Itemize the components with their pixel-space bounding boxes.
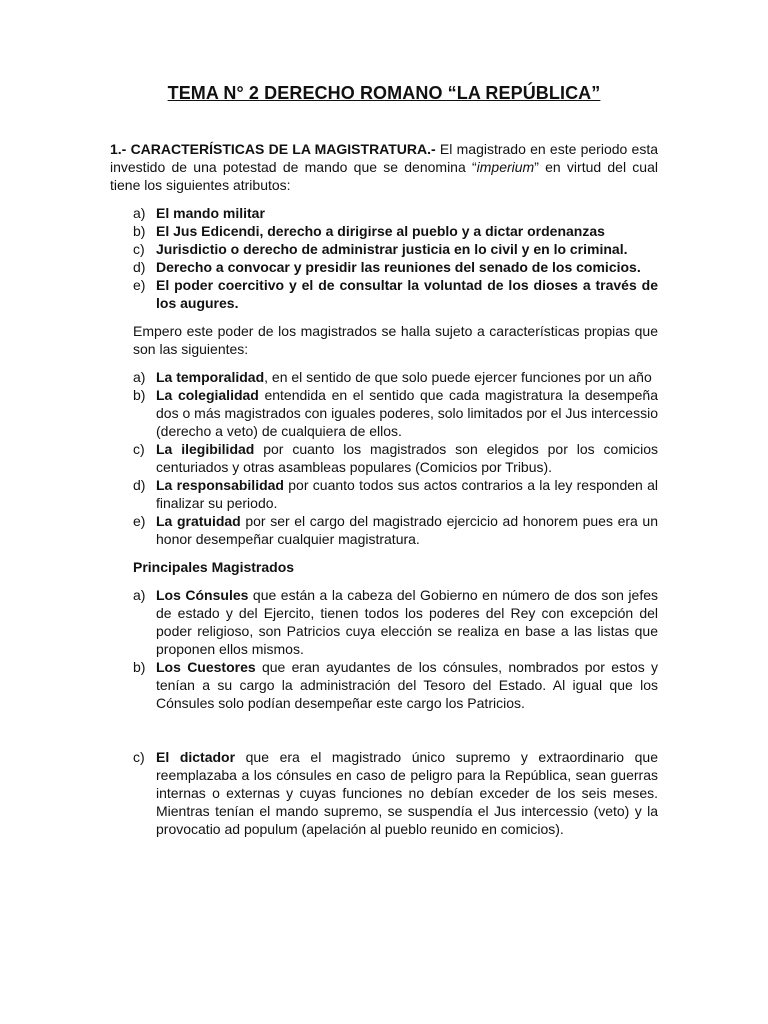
list-item — [110, 386, 658, 440]
list-item-term: La ilegibilidad — [156, 441, 255, 457]
list-item — [110, 240, 658, 258]
list-item-text: El Jus Edicendi, derecho a dirigirse al pueblo y a dictar ordenanzas — [156, 223, 605, 239]
list-item — [110, 276, 658, 312]
list-item-text: , en el sentido de que solo puede ejercer funciones por un año — [264, 369, 652, 385]
list-item — [110, 476, 658, 512]
caracteristicas-intro: Empero este poder de los magistrados se halla sujeto a características propias que son las siguientes: — [133, 323, 658, 357]
list-item-text: Derecho a convocar y presidir las reuniones del senado de los comicios. — [156, 259, 641, 275]
list-item — [110, 204, 658, 222]
atributos-list — [110, 204, 658, 312]
list-item — [110, 512, 658, 548]
list-item — [110, 368, 658, 386]
list-item-text: El mando militar — [156, 205, 265, 221]
list-item — [110, 658, 658, 712]
list-marker: c) — [133, 241, 145, 257]
list-item — [110, 586, 658, 658]
list-item — [110, 258, 658, 276]
list-marker: d) — [133, 259, 146, 275]
list-item-text: que era el magistrado único supremo y extraordinario que reemplazaba a los cónsules en caso de peligro para la República, sean guerras internas o externas y cuyas funciones no debían exceder de los seis meses. Mientras tenían el mando supremo, se suspendía el Jus intercessio (veto) y la provocatio ad populum (apelación al pueblo reunido en comicios). — [156, 749, 658, 837]
list-item-term: La responsabilidad — [156, 477, 284, 493]
list-item-text: que eran ayudantes de los cónsules, nombrados por estos y tenían a su cargo la administración del Tesoro del Estado. Al igual que los Cónsules solo podían desempeñar este cargo los Patricios. — [156, 659, 659, 711]
list-item-term: La colegialidad — [156, 387, 259, 403]
list-item-text: que están a la cabeza del Gobierno en número de dos son jefes de estado y del Ejercito, tienen todos los poderes del Rey con excepción del poder religioso, son Patricios cuya elección se realiza en base a las listas que proponen ellos mismos. — [156, 587, 659, 657]
intro-italic-term: imperium — [476, 159, 535, 175]
list-marker: d) — [133, 477, 146, 493]
list-item-text: Jurisdictio o derecho de administrar justicia en lo civil y en lo criminal. — [156, 241, 628, 257]
section-intro-paragraph — [110, 140, 658, 194]
spacer — [110, 722, 658, 748]
document-title: TEMA N° 2 DERECHO ROMANO “LA REPÚBLICA” — [167, 83, 601, 103]
list-item-text: El poder coercitivo y el de consultar la voluntad de los dioses a través de los augures. — [156, 277, 658, 311]
intro-text-a: El magistrado en este periodo esta investido de una potestad de mando que se denomina “ — [110, 141, 658, 175]
intro-text-b: ” en virtud del cual tiene los siguientes atributos: — [110, 159, 658, 193]
list-marker: b) — [133, 659, 146, 675]
principales-heading: Principales Magistrados — [133, 559, 295, 575]
list-marker: a) — [133, 587, 146, 603]
list-item-term: El dictador — [156, 749, 236, 765]
magistrados-list-continued — [110, 748, 658, 838]
list-marker: a) — [133, 369, 146, 385]
list-item — [110, 222, 658, 240]
list-item-text: por ser el cargo del magistrado ejercicio ad honorem pues era un honor desempeñar cualquier magistratura. — [156, 513, 658, 547]
list-marker: c) — [133, 441, 145, 457]
list-item — [110, 748, 658, 838]
list-marker: a) — [133, 205, 146, 221]
caracteristicas-list — [110, 368, 658, 548]
list-marker: b) — [133, 387, 146, 403]
list-item-term: La temporalidad — [156, 369, 265, 385]
list-item-term: Los Cónsules — [156, 587, 249, 603]
magistrados-list — [110, 586, 658, 712]
section-heading: 1.- CARACTERÍSTICAS DE LA MAGISTRATURA.- — [110, 141, 436, 157]
list-marker: b) — [133, 223, 146, 239]
list-item-term: La gratuidad — [156, 513, 241, 529]
list-marker: e) — [133, 277, 146, 293]
list-item — [110, 440, 658, 476]
list-marker: e) — [133, 513, 146, 529]
list-item-text: por cuanto todos sus actos contrarios a la ley responden al finalizar su periodo. — [156, 477, 658, 511]
list-marker: c) — [133, 749, 145, 765]
list-item-text: entendida en el sentido que cada magistratura la desempeña dos o más magistrados con iguales poderes, solo limitados por el Jus intercessio (derecho a veto) de cualquiera de ellos. — [156, 387, 658, 439]
list-item-text: por cuanto los magistrados son elegidos por los comicios centuriados y otras asambleas populares (Comicios por Tribus). — [156, 441, 658, 475]
list-item-term: Los Cuestores — [156, 659, 256, 675]
